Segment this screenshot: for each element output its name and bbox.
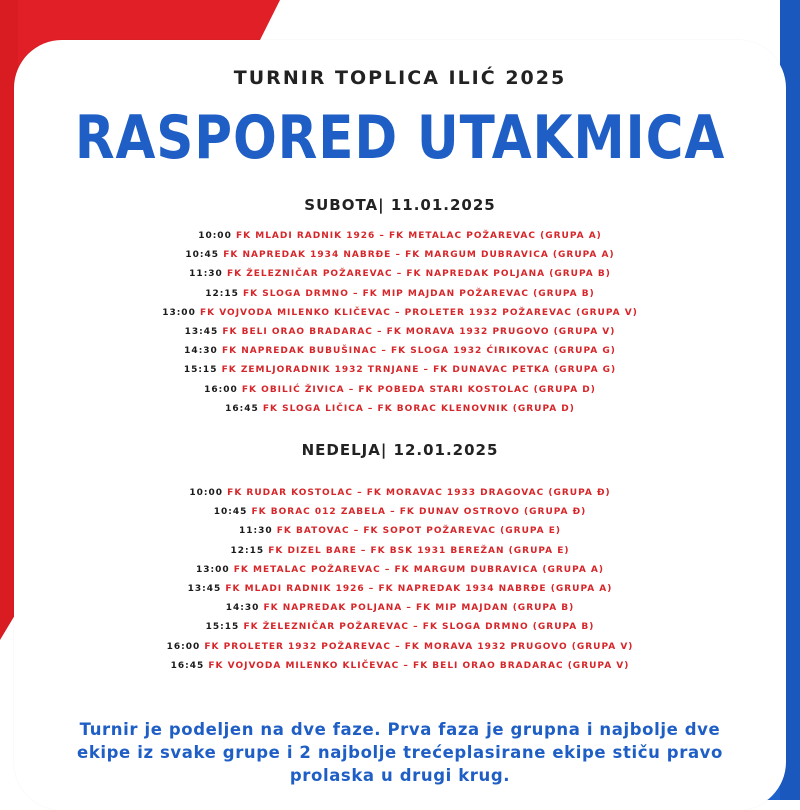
match-row xyxy=(0,580,800,599)
match-time: 14:30 xyxy=(225,603,260,614)
match-time: 10:45 xyxy=(185,250,220,261)
match-row xyxy=(0,638,800,657)
match-time: 11:30 xyxy=(189,269,223,280)
match-teams: FK ZEMLJORADNIK 1932 TRNJANE – FK DUNAVAC PETKA (GRUPA G) xyxy=(221,365,617,376)
match-row xyxy=(0,304,800,323)
match-row xyxy=(0,342,800,361)
match-time: 16:45 xyxy=(225,403,259,414)
match-teams: FK ŽELEZNIČAR POŽAREVAC – FK SLOGA DRMNO (GRUPA B) xyxy=(243,622,595,633)
match-row xyxy=(0,246,800,265)
match-time: 14:30 xyxy=(184,346,218,357)
saturday-heading: SUBOTA| 11.01.2025 xyxy=(304,196,496,214)
match-time: 12:15 xyxy=(230,545,265,556)
sunday-heading: NEDELJA| 12.01.2025 xyxy=(301,441,499,459)
match-teams: FK NAPREDAK POLJANA – FK MIP MAJDAN (GRUPA B) xyxy=(263,603,575,614)
match-time: 15:15 xyxy=(205,622,240,633)
match-row xyxy=(0,561,800,580)
match-time: 16:00 xyxy=(204,384,238,395)
match-teams: FK VOJVODA MILENKO KLIČEVAC – PROLETER 1932 POŽAREVAC (GRUPA V) xyxy=(199,307,638,318)
match-time: 13:00 xyxy=(162,307,196,318)
match-teams: FK NAPREDAK BUBUŠINAC – FK SLOGA 1932 ĆIRIKOVAC (GRUPA G) xyxy=(221,346,616,357)
saturday-match-list xyxy=(0,227,800,419)
match-time: 16:00 xyxy=(166,641,201,652)
match-teams: FK SLOGA LIČICA – FK BORAC KLENOVNIK (GRUPA D) xyxy=(262,403,575,414)
match-time: 15:15 xyxy=(183,365,218,376)
sunday-match-list xyxy=(0,484,800,676)
match-row xyxy=(0,285,800,304)
note-line: Turnir je podeljen na dve faze. Prva faza je grupna i najbolje dve xyxy=(79,720,721,739)
match-time: 13:45 xyxy=(184,326,219,337)
match-teams: FK DIZEL BARE – FK BSK 1931 BEREŽAN (GRUPA E) xyxy=(268,545,570,556)
match-row xyxy=(0,542,800,561)
match-row xyxy=(0,503,800,522)
match-teams: FK NAPREDAK 1934 NABRĐE – FK MARGUM DUBRAVICA (GRUPA A) xyxy=(223,250,615,261)
match-teams: FK BATOVAC – FK SOPOT POŽAREVAC (GRUPA E) xyxy=(276,526,562,537)
match-row xyxy=(0,400,800,419)
match-time: 11:30 xyxy=(238,526,273,537)
match-row xyxy=(0,522,800,541)
match-teams: FK RUDAR KOSTOLAC – FK MORAVAC 1933 DRAGOVAC (GRUPA Đ) xyxy=(227,488,611,498)
match-row xyxy=(0,484,800,503)
match-time: 13:45 xyxy=(187,583,222,594)
match-teams: FK METALAC POŽAREVAC – FK MARGUM DUBRAVICA (GRUPA A) xyxy=(233,564,605,575)
match-teams: FK MLADI RADNIK 1926 – FK METALAC POŽAREVAC (GRUPA A) xyxy=(235,231,602,241)
match-time: 10:00 xyxy=(189,488,224,498)
match-row xyxy=(0,323,800,342)
match-teams: FK VOJVODA MILENKO KLIČEVAC – FK BELI ORAO BRADARAC (GRUPA V) xyxy=(208,660,630,671)
match-time: 10:45 xyxy=(213,507,248,518)
match-row xyxy=(0,381,800,400)
match-teams: FK PROLETER 1932 POŽAREVAC – FK MORAVA 1932 PRUGOVO (GRUPA V) xyxy=(204,641,634,652)
match-teams: FK ŽELEZNIČAR POŽAREVAC – FK NAPREDAK POLJANA (GRUPA B) xyxy=(226,269,611,280)
match-teams: FK MLADI RADNIK 1926 – FK NAPREDAK 1934 NABRĐE (GRUPA A) xyxy=(225,583,613,594)
match-row xyxy=(0,227,800,246)
match-teams: FK SLOGA DRMNO – FK MIP MAJDAN POŽAREVAC (GRUPA B) xyxy=(243,288,595,299)
match-row xyxy=(0,599,800,618)
match-time: 12:15 xyxy=(205,288,239,299)
match-teams: FK BORAC 012 ZABELA – FK DUNAV OSTROVO (GRUPA Đ) xyxy=(251,507,587,518)
note-line: ekipe iz svake grupe i 2 najbolje trećeplasirane ekipe stiču pravo xyxy=(77,743,723,762)
match-time: 10:00 xyxy=(198,231,232,241)
match-time: 16:45 xyxy=(170,660,205,671)
match-time: 13:00 xyxy=(195,564,230,575)
note-line: prolaska u drugi krug. xyxy=(289,766,511,785)
match-row xyxy=(0,265,800,284)
page-title: RASPORED UTAKMICA xyxy=(74,103,726,173)
tournament-note xyxy=(60,718,740,787)
match-row xyxy=(0,361,800,380)
match-teams: FK OBILIĆ ŽIVICA – FK POBEDA STARI KOSTOLAC (GRUPA D) xyxy=(241,384,596,395)
tournament-subtitle: TURNIR TOPLICA ILIĆ 2025 xyxy=(233,67,567,89)
match-row xyxy=(0,618,800,637)
match-row xyxy=(0,657,800,676)
match-teams: FK BELI ORAO BRADARAC – FK MORAVA 1932 PRUGOVO (GRUPA V) xyxy=(222,326,616,337)
